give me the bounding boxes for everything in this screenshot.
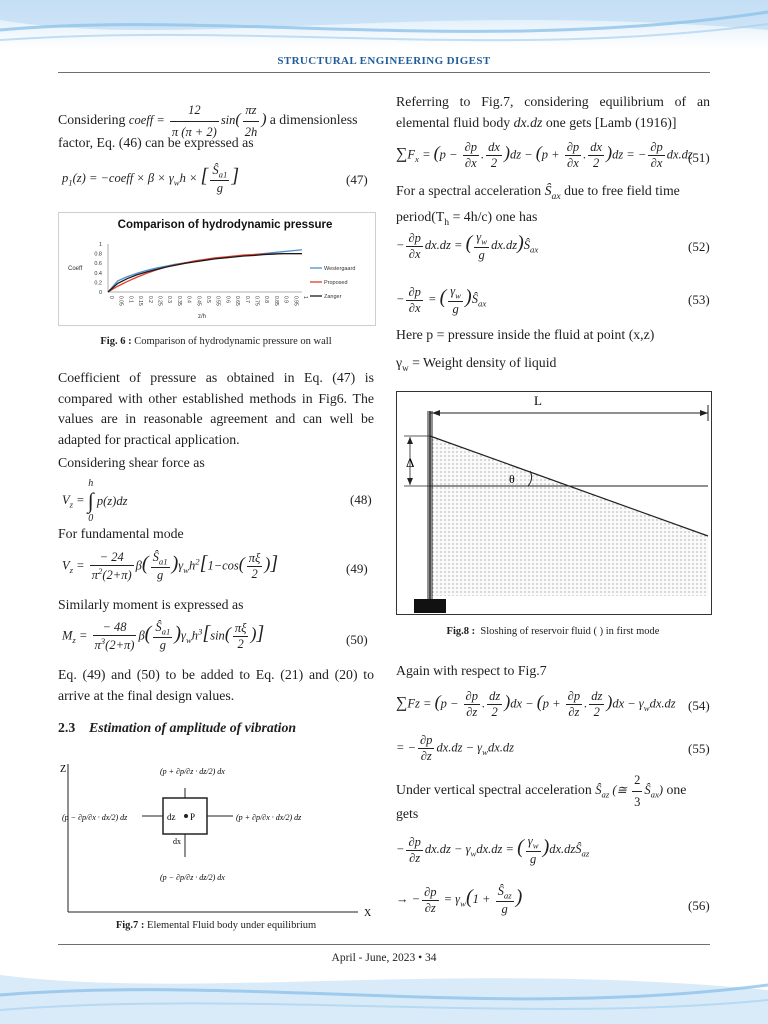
equation-47: $p_1(z)$ = −coeff × $\beta \times \gamma_wh$ × [ $\frac{Ŝ_{a1}}{g}$ ]	[62, 163, 240, 195]
chart-x-tick-label: 0.8	[263, 296, 270, 303]
equation-56-number: (56)	[688, 898, 710, 913]
chart-x-tick-label: 0.65	[234, 296, 241, 306]
fig8-delta-label: Δ	[406, 455, 415, 470]
fig7-elemental-fluid-diagram	[58, 752, 374, 922]
chart-legend-label: Westergaard	[324, 266, 356, 272]
chart-x-tick-label: 0.45	[195, 296, 202, 306]
equation-50-number: (50)	[346, 632, 368, 647]
left-paragraph-2: Coefficient of pressure as obtained in Eq. (47) is compared with other established methods in Fig6. The values are in reasonable agreement and can well be adapted for practical application.	[58, 370, 374, 447]
svg-text:(p − ∂p/∂z · dz/2) dx: (p − ∂p/∂z · dz/2) dx	[160, 873, 225, 882]
chart-x-tick-label: 0.75	[253, 296, 260, 306]
chart-y-tick-label: 0.6	[94, 261, 102, 268]
fig7-caption: Fig.7 : Elemental Fluid body under equilibrium	[115, 920, 317, 931]
left-paragraph-4: For fundamental mode	[58, 526, 184, 541]
chart-x-tick-label: 0.6	[224, 296, 231, 303]
equation-55: = − $\frac{\partial p}{\partial z}$ $dx.dz - \gamma_wdx.dz$	[396, 733, 514, 763]
left-paragraph-5: Similarly moment is expressed as	[58, 597, 244, 612]
right-paragraph-4: $\gamma_w$ = Weight density of liquid	[396, 355, 557, 373]
chart-x-tick-label: 0.25	[156, 296, 163, 306]
chart-y-tick-label: 0.2	[94, 280, 102, 287]
chart-y-axis-label: Coeff	[68, 266, 83, 272]
chart-y-tick-label: 0.4	[94, 270, 102, 277]
svg-text:P: P	[190, 812, 196, 822]
fig8-caption: Fig.8 : Sloshing of reservoir fluid ( ) in first mode	[446, 626, 660, 637]
chart-x-tick-label: 1	[302, 296, 308, 299]
equation-49: $V_z$ = $\frac{- 24}{\pi^2(2+\pi)}$ β( $\frac{Ŝ_{a1}}{g}$ )$\gamma_wh^2[1-\cos$( $\frac{\pi\xi}{2}$ )]	[62, 550, 279, 583]
equation-52: − $\frac{\partial p}{\partial x}$ dx.dz = ( $\frac{\gamma_w}{g}$ $dx.dz)Ŝ_{ax}$	[396, 230, 539, 262]
chart-title: Comparison of hydrodynamic pressure	[117, 219, 333, 231]
chart-series-line	[108, 250, 302, 292]
equation-53-number: (53)	[688, 292, 710, 307]
fig7-x-axis-label: X	[364, 908, 372, 919]
chart-x-tick-label: 0.05	[117, 296, 124, 306]
left-paragraph-1-line-1: Considering coeff = $\frac{12}{\pi (\pi + 2)}$ sin( $\frac{\pi z}{2h}$ ) a dimensionless	[58, 100, 378, 142]
hydrodynamic-pressure-chart	[58, 212, 374, 324]
fig6-caption: Fig. 6 : Comparison of hydrodynamic pressure on wall	[100, 336, 332, 347]
equation-56: → − $\frac{\partial p}{\partial z}$ = $\gamma_w(1$ + $\frac{Ŝ_{az}}{g}$ )	[396, 884, 523, 916]
header-rule	[58, 72, 710, 73]
equation-48-number: (48)	[350, 492, 372, 507]
left-paragraph-3: Considering shear force as	[58, 455, 205, 470]
right-paragraph-3: Here p = pressure inside the fluid at point (x,z)	[396, 327, 655, 342]
chart-x-axis-label: z/h	[198, 314, 207, 320]
chart-legend-label: Proposed	[324, 280, 348, 286]
chart-x-tick-label: 0.2	[146, 296, 153, 303]
right-paragraph-1: Referring to Fig.7, considering equilibrium of an elemental fluid body dx.dz one gets [Lamb (1916)]	[396, 94, 710, 130]
equation-55-number: (55)	[688, 741, 710, 756]
svg-text:(p + ∂p/∂x · dx/2) dz: (p + ∂p/∂x · dx/2) dz	[236, 813, 302, 822]
chart-x-tick-label: 0.4	[185, 296, 192, 303]
chart-legend-label: Zanger	[324, 294, 342, 300]
svg-text:(p + ∂p/∂z · dz/2) dx: (p + ∂p/∂z · dz/2) dx	[160, 767, 225, 776]
chart-x-tick-label: 0.5	[205, 296, 211, 303]
svg-text:dz: dz	[167, 812, 176, 822]
coeff-equation: coeff = $\frac{12}{\pi (\pi + 2)}$ sin( $\frac{\pi z}{2h}$ )	[129, 113, 270, 127]
chart-x-tick-label: 0.55	[214, 296, 221, 306]
chart-y-tick-label: 0	[98, 290, 102, 296]
chart-y-tick-label: 0.8	[94, 251, 102, 258]
equation-56a: − $\frac{\partial p}{\partial z}$ $dx.dz - \gamma_wdx.dz$ = ( $\frac{\gamma_w}{g}$ )dx.dzŜ$_{az}$	[396, 834, 590, 866]
equation-49-number: (49)	[346, 561, 368, 576]
equation-47-number: (47)	[346, 172, 368, 187]
equation-52-number: (52)	[688, 239, 710, 254]
right-paragraph-2: For a spectral acceleration $Ŝ_{ax}$ due to free field time $period(T_h = 4h/c)$ one has	[396, 183, 680, 228]
fig8-sloshing-diagram	[396, 391, 710, 613]
journal-header: STRUCTURAL ENGINEERING DIGEST	[277, 55, 491, 67]
chart-x-tick-label: 0.85	[272, 296, 279, 306]
equation-51-number: (51)	[688, 150, 710, 165]
section-heading: 2.3 Estimation of amplitude of vibration	[58, 720, 297, 735]
footer-rule	[58, 944, 710, 945]
fig8-length-label: L	[534, 393, 542, 408]
right-paragraph-6-line-1: Under vertical spectral acceleration $Ŝ_{az}$ (≅ $\frac{2}{3}$ $Ŝ_{ax}$) one	[396, 770, 710, 812]
svg-text:(p − ∂p/∂x · dx/2) dz: (p − ∂p/∂x · dx/2) dz	[62, 813, 128, 822]
chart-x-tick-label: 0.95	[292, 296, 299, 306]
chart-x-tick-label: 0.1	[127, 296, 134, 303]
chart-x-tick-label: 0.3	[166, 296, 173, 303]
chart-y-tick-label: 1	[98, 242, 102, 248]
chart-x-tick-label: 0.7	[243, 296, 250, 303]
equation-54: ∑Fz = (p − $\frac{\partial p}{\partial z}$ . $\frac{dz}{2}$ )dx − (p + $\frac{\partial p}{\partial z}$ . $\frac{dz}{2}$ )$dx - \gamma_wdx.dz$	[396, 689, 676, 719]
left-paragraph-1-line-2: factor, Eq. (46) can be expressed as	[58, 135, 254, 150]
fig7-z-axis-label: Z	[60, 764, 67, 775]
equation-54-number: (54)	[688, 698, 710, 713]
chart-x-tick-label: 0.35	[175, 296, 182, 306]
chart-x-tick-label: 0.15	[137, 296, 144, 306]
equation-51: $\sum F_x = (p$ − $\frac{\partial p}{\partial x}$ . $\frac{dx}{2}$ )dz − (p + $\frac{\partial p}{\partial x}$ . $\frac{dx}{2}$ )dz = − $\frac{\partial p}{\partial x}$ dx.dz	[396, 140, 693, 170]
left-paragraph-6: Eq. (49) and (50) to be added to Eq. (21) and (20) to arrive at the final design values.	[58, 667, 374, 703]
equation-53: − $\frac{\partial p}{\partial x}$ = ( $\frac{\gamma_w}{g}$ )$Ŝ_{ax}$	[396, 284, 487, 316]
page-footer: April - June, 2023 • 34	[331, 952, 437, 964]
fig8-theta-label: θ	[509, 472, 515, 486]
right-paragraph-6-line-2: gets	[396, 806, 419, 821]
chart-x-tick-label: 0	[108, 296, 114, 299]
chart-x-tick-label: 0.9	[282, 296, 289, 303]
equation-48: $V_z = h$ ∫ 0 p(z)dz	[62, 478, 128, 524]
equation-50: $M_z$ = $\frac{- 48}{\pi^3(2+\pi)}$ β( $\frac{Ŝ_{a1}}{g}$ )$\gamma_wh^3[\sin$( $\frac{\pi\xi}{2}$ )]	[62, 620, 265, 653]
right-paragraph-5: Again with respect to Fig.7	[396, 663, 547, 678]
svg-text:dx: dx	[173, 837, 181, 846]
